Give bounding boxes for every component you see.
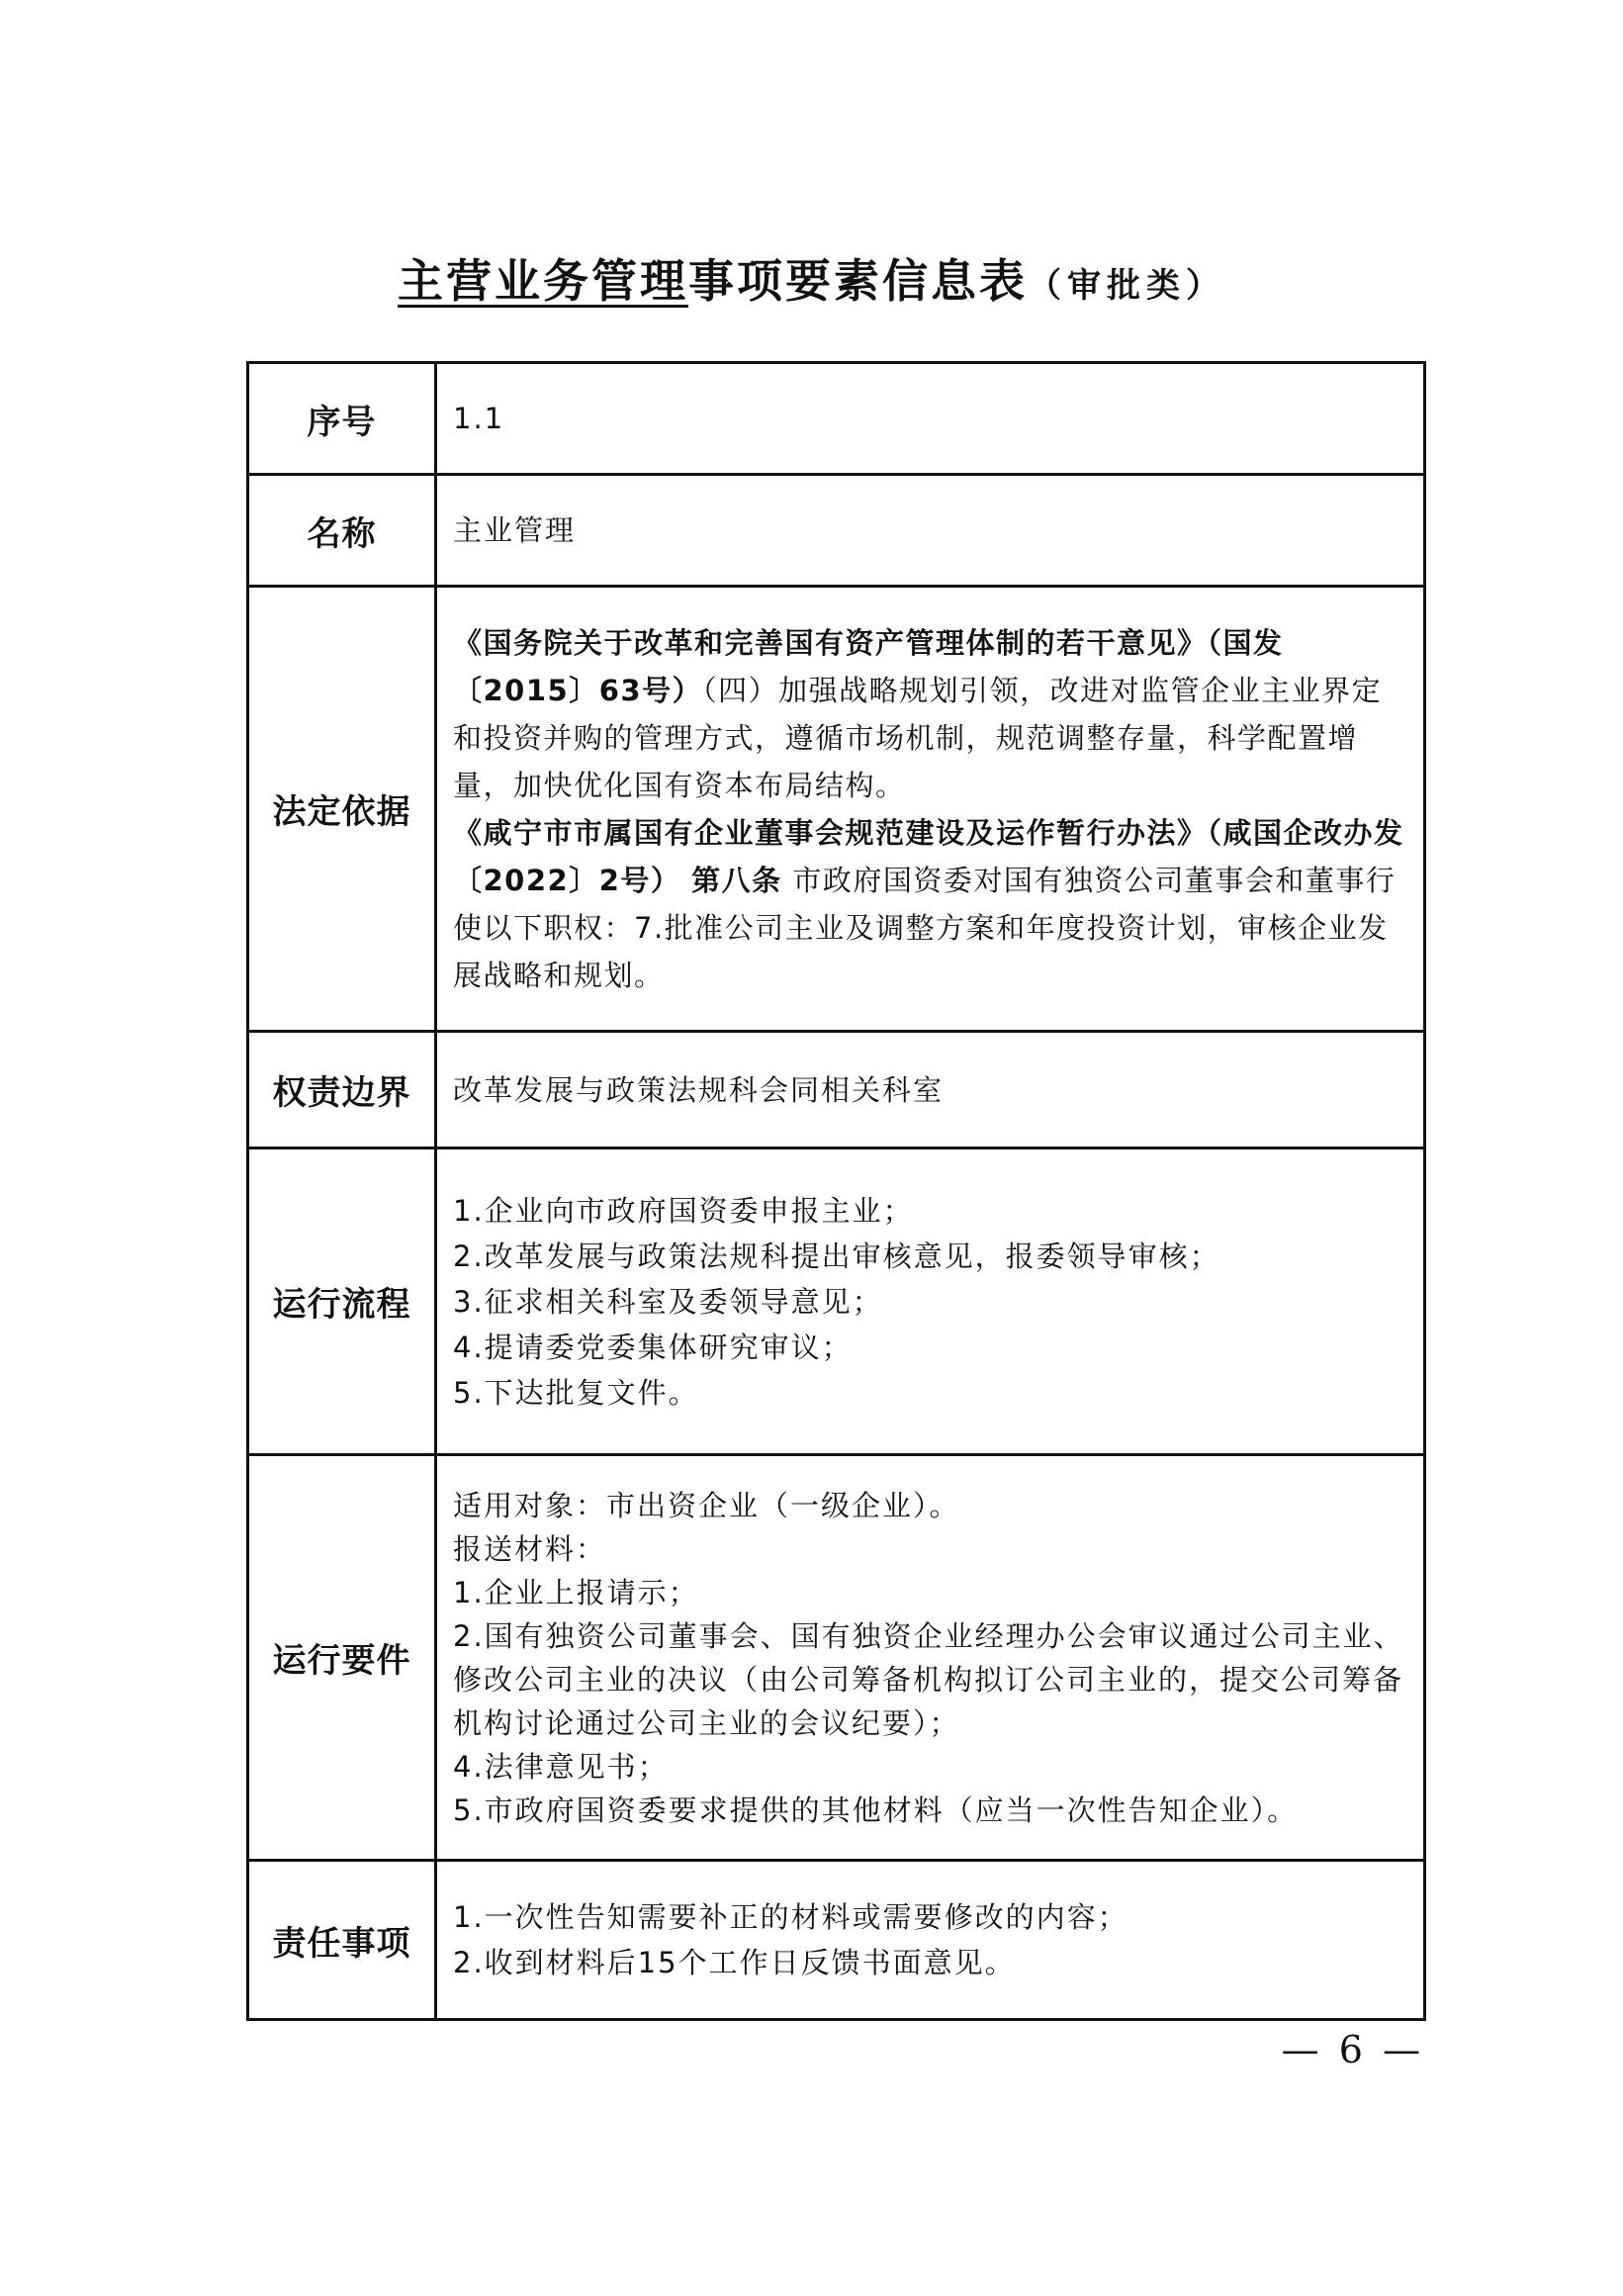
row-seq: [249, 364, 1423, 476]
process-label: 运行流程: [249, 1149, 437, 1453]
scope-value-cell: [437, 1033, 1423, 1147]
requirements-cell: [437, 1456, 1423, 1859]
row-requirements: [249, 1456, 1423, 1862]
legal-basis-cell: [437, 588, 1423, 1030]
legal-basis-text-1: （四）加强战略规划引领，改进对监管企业主业界定和投资并购的管理方式，遵循市场机制，规范调整存量，科学配置增量，加快优化国有资本布局结构。: [453, 673, 1383, 802]
title-category: （审批类）: [1028, 266, 1225, 306]
requirements-label: 运行要件: [249, 1456, 437, 1859]
name-value: 主业管理: [453, 513, 577, 547]
responsibilities-cell: [437, 1862, 1423, 2018]
row-process: [249, 1149, 1423, 1456]
legal-basis-label: 法定依据: [249, 588, 437, 1030]
process-step: 4.提请委党委集体研究审议；: [453, 1330, 853, 1364]
requirement-item: 4.法律意见书；: [453, 1749, 669, 1784]
legal-basis-text-2: 市政府国资委对国有独资公司董事会和董事行使以下职权：7.批准公司主业及调整方案和年度投资计划，审核企业发展战略和规划。: [453, 863, 1397, 992]
legal-basis-para-2: [453, 809, 1409, 999]
page-number: — 6 —: [1281, 2028, 1424, 2071]
requirement-item: 2.国有独资公司董事会、国有独资企业经理办公会审议通过公司主业、修改公司主业的决议（由公司筹备机构拟订公司主业的，提交公司筹备机构讨论通过公司主业的会议纪要）；: [453, 1618, 1404, 1740]
name-value-cell: [437, 476, 1423, 585]
legal-basis-doc-1: 《国务院关于改革和完善国有资产管理体制的若干意见》（国发〔2015〕63号）: [453, 625, 1284, 707]
info-table: [246, 361, 1426, 2021]
name-label: 名称: [249, 476, 437, 585]
seq-label: 序号: [249, 364, 437, 473]
requirement-item: 1.企业上报请示；: [453, 1575, 699, 1609]
legal-basis-para-1: [453, 619, 1409, 809]
process-cell: [437, 1149, 1423, 1453]
row-scope: [249, 1033, 1423, 1149]
document-title: [0, 249, 1623, 318]
row-responsibilities: [249, 1862, 1423, 2018]
seq-value-cell: [437, 364, 1423, 473]
process-step: 3.征求相关科室及委领导意见；: [453, 1284, 883, 1319]
legal-basis-article: 第八条: [691, 863, 782, 897]
scope-value: 改革发展与政策法规科会同相关科室: [453, 1072, 945, 1107]
title-underlined: 主营业务管理: [398, 254, 688, 308]
row-legal-basis: [249, 588, 1423, 1033]
title-rest: 事项要素信息表: [688, 254, 1028, 308]
requirement-item: 报送材料：: [453, 1531, 607, 1566]
row-name: [249, 476, 1423, 588]
requirement-item: 5.市政府国资委要求提供的其他材料（应当一次性告知企业）。: [453, 1792, 1299, 1827]
responsibility-item: 1.一次性告知需要补正的材料或需要修改的内容；: [453, 1900, 1128, 1934]
process-step: 5.下达批复文件。: [453, 1375, 699, 1410]
scope-label: 权责边界: [249, 1033, 437, 1147]
responsibility-item: 2.收到材料后15个工作日反馈书面意见。: [453, 1946, 1016, 1979]
requirement-item: 适用对象：市出资企业（一级企业）。: [453, 1488, 960, 1522]
legal-basis-doc-2: 《咸宁市市属国有企业董事会规范建设及运作暂行办法》（咸国企改办发〔2022〕2号）: [453, 815, 1404, 897]
responsibilities-label: 责任事项: [249, 1862, 437, 2018]
seq-value: 1.1: [453, 402, 505, 435]
process-step: 1.企业向市政府国资委申报主业；: [453, 1193, 914, 1228]
process-step: 2.改革发展与政策法规科提出审核意见，报委领导审核；: [453, 1239, 1220, 1273]
